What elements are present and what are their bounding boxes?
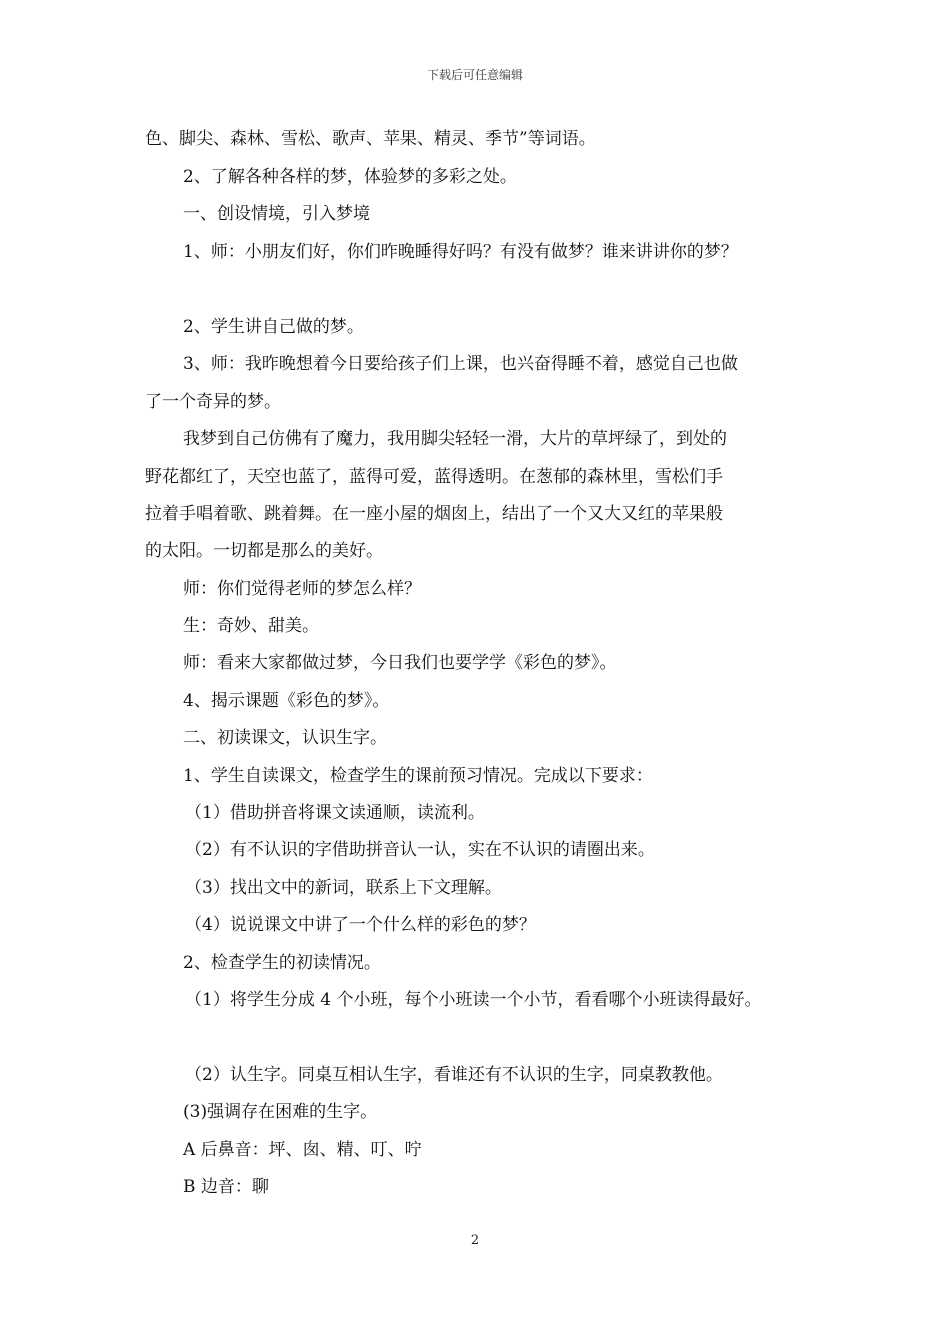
text-line: 的太阳。一切都是那么的美好。 xyxy=(145,541,383,561)
text-line: 1、学生自读课文，检查学生的课前预习情况。完成以下要求： xyxy=(183,766,653,786)
text-line: 色、脚尖、森林、雪松、歌声、苹果、精灵、季节”等词语。 xyxy=(145,129,596,149)
list-item: （3）找出文中的新词，联系上下文理解。 xyxy=(185,878,502,898)
text-line: 拉着手唱着歌、跳着舞。在一座小屋的烟囱上，结出了一个又大又红的苹果般 xyxy=(145,504,723,524)
text-line: 2、检查学生的初读情况。 xyxy=(183,953,381,973)
text-line: 2、学生讲自己做的梦。 xyxy=(183,317,364,337)
text-line: 1、师：小朋友们好，你们昨晚睡得好吗？有没有做梦？谁来讲讲你的梦？ xyxy=(183,242,738,262)
list-item: A 后鼻音：坪、囱、精、叮、咛 xyxy=(183,1140,422,1160)
text-line: 师：看来大家都做过梦，今日我们也要学学《彩色的梦》。 xyxy=(183,653,617,673)
page-number: 2 xyxy=(470,1233,480,1248)
text-line: 4、揭示课题《彩色的梦》。 xyxy=(183,691,390,711)
list-item: B 边音：聊 xyxy=(183,1177,269,1197)
text-line: 生：奇妙、甜美。 xyxy=(183,616,319,636)
list-item: (3)强调存在困难的生字。 xyxy=(183,1102,378,1122)
page-header: 下载后可任意编辑 xyxy=(426,68,523,82)
text-line: 野花都红了，天空也蓝了，蓝得可爱，蓝得透明。在葱郁的森林里，雪松们手 xyxy=(145,467,723,487)
section-heading: 二、初读课文，认识生字。 xyxy=(183,728,387,748)
list-item: （1）借助拼音将课文读通顺，读流利。 xyxy=(185,803,485,823)
text-line: 师：你们觉得老师的梦怎么样？ xyxy=(183,579,421,599)
section-heading: 一、创设情境，引入梦境 xyxy=(183,204,370,224)
text-line: 我梦到自己仿佛有了魔力，我用脚尖轻轻一滑，大片的草坪绿了，到处的 xyxy=(183,429,727,449)
text-line: 3、师：我昨晚想着今日要给孩子们上课，也兴奋得睡不着，感觉自己也做 xyxy=(183,354,738,374)
text-line: 了一个奇异的梦。 xyxy=(145,392,281,412)
list-item: （2）认生字。同桌互相认生字，看谁还有不认识的生字，同桌教教他。 xyxy=(185,1065,723,1085)
text-line: 2、了解各种各样的梦，体验梦的多彩之处。 xyxy=(183,167,517,187)
list-item: （1）将学生分成 4 个小班，每个小班读一个小节，看看哪个小班读得最好。 xyxy=(185,990,762,1010)
list-item: （4）说说课文中讲了一个什么样的彩色的梦？ xyxy=(185,915,536,935)
list-item: （2）有不认识的字借助拼音认一认，实在不认识的请圈出来。 xyxy=(185,840,655,860)
